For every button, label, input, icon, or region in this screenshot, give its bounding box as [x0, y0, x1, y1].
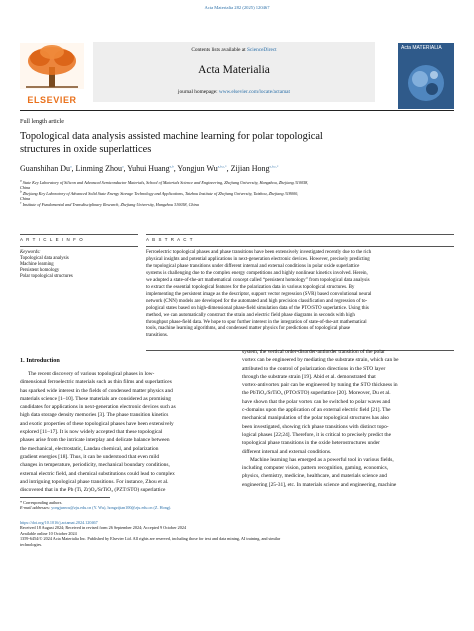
body-line: gradient energies [18]. Thus, it can be understood that even mild — [20, 453, 160, 460]
body-line: phases arise from the intricate interplay and delicate balance between — [20, 437, 170, 444]
body-line: changes in temperature, periodicity, mechanical boundary conditions, — [20, 462, 170, 469]
body-line: topological phase transitions in the oxide heterostructures under — [242, 440, 380, 447]
intro-left-column — [20, 370, 232, 494]
affiliations: $^a$ State Key Laboratory of Silicon and Advanced Semiconductor Materials, School of Materials Science and Engineering, Zhejiang University, Hangzhou, Zhejiang 310058, China $^b$ Zhejiang Key Laboratory of Advanced Solid State Energy Storage Technology and Applications, Taizhou Institute of Zhejiang University, Taizhou, Zhejiang 318000, China $^c$ Institute of Fundamental and Transdisciplinary Research, Zhejiang University, Hangzhou 310058, China — [20, 180, 454, 207]
abstract-line: tools, machine learning algorithms, and condensed matter physics for predictions of topological phase — [146, 326, 351, 332]
copyright-line-2: technologies. — [20, 541, 43, 547]
body-line: Machine learning has emerged as a powerful tool in various fields, — [250, 456, 394, 463]
abstract-line: network (CNN) models are developed for the automated and high precision classification and regression of to- — [146, 298, 368, 304]
keywords-label: Keywords: — [20, 250, 41, 255]
journal-name: Acta Materialia — [198, 64, 270, 76]
masthead-banner — [93, 42, 375, 102]
homepage-line: journal homepage: www.elsevier.com/locate/actamat — [177, 89, 291, 95]
body-line: candidates for applications in next-generation electronic devices such as — [20, 404, 176, 411]
body-line: have shown that the polar vortex can be switched to polar waves and — [242, 398, 391, 405]
body-line: the PbTiO₃/SrTiO₃ (PTO/STO) superlattice [20]. Moreover, Du et al. — [242, 390, 391, 397]
affiliation: $^b$ Zhejiang Key Laboratory of Advanced Solid State Energy Storage Technology and Applications, Taizhou Institute of Zhejiang University, Taizhou, Zhejiang 318000, — [20, 189, 299, 196]
corresponding-note: * Corresponding authors. — [20, 500, 63, 505]
body-line: vortex-antivortex pair can be engineered by tuning the STO thickness in — [242, 382, 398, 389]
doi-link[interactable]: https://doi.org/10.1016/j.actamat.2024.120467 — [20, 520, 98, 525]
body-line: engineering [25-31], etc. In materials science and engineering, machine — [242, 481, 397, 488]
body-line: has sparked wide interest in the fields of condensed matter physics and — [20, 387, 173, 394]
abstract-line: Ferroelectric topological phases and phase transitions have been extensively investigated recently due to the rich — [146, 250, 372, 255]
abstract-text — [146, 250, 454, 340]
title-line-2: structures in oxide superlattices — [20, 143, 152, 155]
abstract-heading: A B S T R A C T — [146, 237, 194, 242]
abstract-line: the topological phase transitions under different internal and external conditions in polar oxide superlattice — [146, 263, 360, 269]
elsevier-logo — [20, 43, 84, 105]
article-info-rule-2 — [20, 246, 138, 247]
abstract-rule — [146, 234, 454, 235]
body-line: explored [11–17]. It is now widely accepted that these topological — [20, 429, 163, 436]
journal-reference: Acta Materialia 282 (2025) 120467 — [204, 5, 270, 10]
email-links[interactable]: yongjunwu@zju.edu.cn (Y. Wu), hongzijian100@zju.edu.cn (Z. Hong). — [51, 505, 172, 511]
abstract-line: physical insights and potential applications in next-generation electronic devices. However, precisely predicting — [146, 256, 370, 262]
keyword: Persistent homology — [20, 268, 60, 273]
elsevier-tree-icon — [20, 43, 84, 89]
body-line: through the substrate strain [19]. Abid et al. demonstrated that — [242, 373, 376, 380]
cover-title: Acta MATERIALIA — [401, 45, 442, 51]
author: Yuhui Huang$^{a,b}$ — [127, 164, 174, 173]
body-line: system, the vertical order-disorder-antiorder transition of the polar — [242, 349, 385, 355]
body-line: logical phases [22;24]. Therefore, it is critical to precisely predict the — [242, 431, 391, 438]
body-line: different internal and external conditions. — [242, 448, 332, 455]
abstract-rule-2 — [146, 246, 454, 247]
section-heading: 1. Introduction — [20, 357, 60, 364]
copyright-line: 1359-6454/© 2024 Acta Materialia Inc. Published by Elsevier Ltd. All rights are reserved, including those for text and data mining, AI training, and similar — [20, 536, 281, 542]
body-line: been investigated, showing rich phase transitions with distinct topo- — [242, 423, 389, 430]
abstract-line: throughput phase-field data. We hope to spur further interest in the integration of state-of-the-art mathematical — [146, 319, 367, 325]
masthead-rule — [20, 110, 454, 111]
affiliation: $^c$ Institute of Fundamental and Transdisciplinary Research, Zhejiang University, Hangzhou 310058, China — [20, 200, 199, 207]
email-note: E-mail addresses: yongjunwu@zju.edu.cn (Y. Wu), hongzijian100@zju.edu.cn (Z. Hong). — [20, 505, 172, 511]
article-title — [20, 131, 323, 157]
body-line: physics, chemistry, medicine, healthcare, and materials science and — [242, 473, 387, 480]
body-line: vortex can be engineered by mediating the substrate strain, which can be — [242, 357, 399, 364]
body-line: high data storage density memories [3]. The phase transition kinetics — [20, 412, 169, 419]
abstract-line: to extract the essential topological features for the polarization data in various topological structures. By — [146, 284, 355, 290]
article-type: Full length article — [20, 118, 64, 125]
abstract-line: pological states based on high-dimensional phase-field simulation data of the PTO/STO superlattice. Using this — [146, 305, 369, 311]
abstract-line: systems is challenging due to the complex energy competitions and highly nonlinear kinetics involved. Herein, — [146, 270, 368, 276]
body-line: the mechanical, electrostatic, Landau chemical, and polarization — [20, 445, 159, 452]
author: Zijian Hong$^{a,b,c,*}$ — [230, 164, 279, 173]
sciencedirect-link[interactable]: ScienceDirect — [246, 47, 277, 53]
keyword: Machine learning — [20, 262, 54, 267]
title-line-1: Topological data analysis assisted machine learning for polar topological — [20, 131, 323, 142]
abstract-line: implementing the persistent image as the descriptor, support vector regression (SVR) based convolutional neural — [146, 291, 372, 297]
article-info-heading: A R T I C L E I N F O — [20, 237, 84, 242]
body-line: dimensional ferroelectric materials such as thin films and superlattices — [20, 379, 172, 386]
body-line: external electric field, and chemical substitutions could lead to complex — [20, 470, 175, 477]
body-line: and exotic properties of these topological phases have been extensively — [20, 420, 174, 427]
footnotes — [20, 500, 454, 511]
available-online: Available online 10 October 2024 — [20, 530, 77, 536]
contents-line: Contents lists available at ScienceDirect — [191, 47, 277, 53]
received-dates: Received 18 August 2024; Received in revised form 26 September 2024; Accepted 9 October 2024 — [20, 525, 187, 531]
author-list: Guanshihan Du$^a$, Linming Zhou$^a$, Yuhui Huang$^{a,b}$, Yongjun $Wu^{a,b,c,*}$, Zijian Hong$^{a,b,c,*}$ — [20, 164, 279, 173]
homepage-link[interactable]: www.elsevier.com/locate/actamat — [218, 89, 291, 95]
body-line: The recent discovery of various topological phases in low- — [28, 371, 155, 377]
journal-cover — [398, 43, 454, 109]
author: Linming Zhou$^a$ — [75, 164, 124, 173]
keyword: Topological data analysis — [20, 256, 69, 261]
body-line: c-domains upon the application of an external electric field [21]. The — [242, 407, 391, 414]
keyword: Polar topological structures — [20, 274, 73, 279]
keywords-block — [20, 250, 138, 280]
abstract-line: transitions. — [146, 333, 169, 339]
abstract-line: we adopted a state-of-the-art mathematical concept called “persistent homology” from topological data analysis — [146, 277, 370, 283]
elsevier-wordmark: ELSEVIER — [27, 95, 77, 105]
affiliation: $^a$ State Key Laboratory of Silicon and Advanced Semiconductor Materials, School of Materials Science and Engineering, Zhejiang University, Hangzhou, Zhejiang 310058, — [20, 178, 309, 185]
publication-info — [20, 520, 454, 547]
footnote-rule — [20, 497, 110, 498]
body-line: attributed to the control of polarization directions in the STO layer — [242, 365, 386, 372]
body-line: including computer vision, pattern recognition, gaming, economics, — [242, 465, 389, 472]
cover-art-icon — [398, 59, 454, 109]
body-line: mechanical manipulation of the polar topological structures has also — [242, 415, 390, 422]
abstract-line: method, we can automatically construct the strain and electric field phase diagrams in seconds with high — [146, 312, 355, 318]
body-line: and intriguing topological phase transitions. For instance, Zhou et al. — [20, 478, 169, 485]
body-line: materials science [1–10]. These materials are considered as promising — [20, 395, 171, 402]
author: Yongjun $Wu^{a,b,c,*}$ — [177, 164, 227, 173]
article-info-rule — [20, 234, 138, 235]
author: Guanshihan Du$^a$ — [20, 164, 72, 173]
body-line: discovered that in the Pb (Ti, Zr)O₃/SrTiO₃ (PZT/STO) superlattice — [20, 487, 166, 494]
intro-right-column — [242, 348, 454, 489]
